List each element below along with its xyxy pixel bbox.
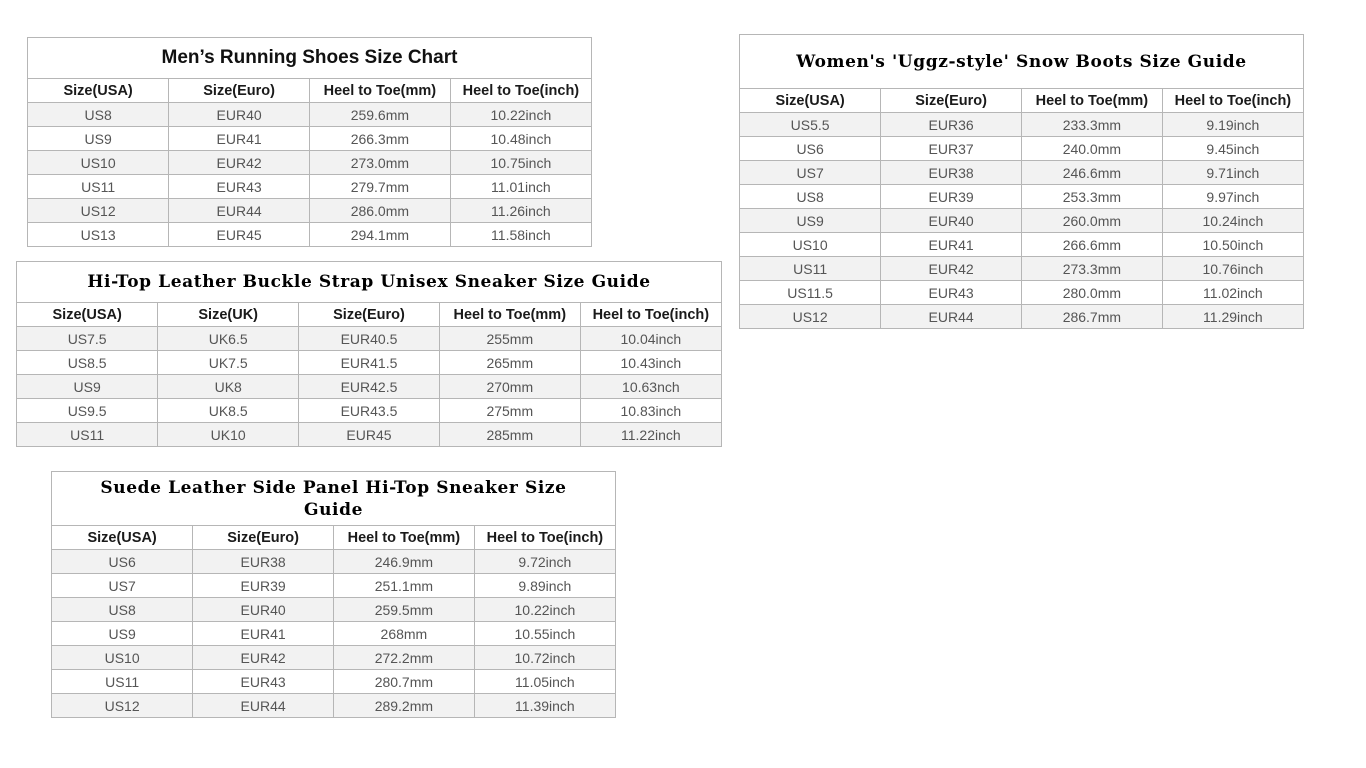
table-cell: US9 — [28, 127, 169, 151]
table-cell: EUR40.5 — [299, 327, 440, 351]
table-cell: US12 — [28, 199, 169, 223]
table-cell: 273.0mm — [310, 151, 451, 175]
table-cell: EUR45 — [169, 223, 310, 247]
table-row — [52, 694, 615, 718]
column-header: Size(Euro) — [169, 79, 310, 103]
table-cell: 255mm — [439, 327, 580, 351]
table-cell: 10.04inch — [580, 327, 721, 351]
table-cell: 11.05inch — [474, 670, 615, 694]
table-cell: US7 — [52, 574, 193, 598]
table-cell: 11.58inch — [450, 223, 591, 247]
table-cell: 240.0mm — [1022, 137, 1163, 161]
table-cell: EUR41 — [881, 233, 1022, 257]
table-cell: EUR40 — [193, 598, 334, 622]
table-cell: 233.3mm — [1022, 113, 1163, 137]
table-cell: 11.22inch — [580, 423, 721, 447]
column-header: Size(Euro) — [299, 303, 440, 327]
table-cell: US8 — [28, 103, 169, 127]
table-cell: 10.55inch — [474, 622, 615, 646]
table-cell: UK7.5 — [158, 351, 299, 375]
header-row — [52, 526, 615, 550]
table-cell: 9.45inch — [1162, 137, 1303, 161]
table-cell: 286.0mm — [310, 199, 451, 223]
table-row — [740, 185, 1303, 209]
table-cell: US11 — [740, 257, 881, 281]
table-cell: 9.72inch — [474, 550, 615, 574]
table-row — [740, 305, 1303, 329]
column-header: Heel to Toe(inch) — [450, 79, 591, 103]
table-row — [740, 161, 1303, 185]
table-row — [52, 598, 615, 622]
table-row — [52, 574, 615, 598]
table-cell: EUR41.5 — [299, 351, 440, 375]
table-row — [28, 175, 591, 199]
table-cell: US9 — [740, 209, 881, 233]
table-cell: 285mm — [439, 423, 580, 447]
table-cell: EUR42 — [169, 151, 310, 175]
table-row — [28, 151, 591, 175]
column-header: Heel to Toe(inch) — [1162, 89, 1303, 113]
table-cell: UK6.5 — [158, 327, 299, 351]
table-cell: 11.39inch — [474, 694, 615, 718]
table-cell: EUR38 — [193, 550, 334, 574]
column-header: Size(Euro) — [193, 526, 334, 550]
table-row — [52, 622, 615, 646]
table-cell: 10.48inch — [450, 127, 591, 151]
size-table — [740, 89, 1303, 328]
suede-panel-size-chart — [51, 471, 616, 718]
table-cell: EUR42.5 — [299, 375, 440, 399]
header-row — [28, 79, 591, 103]
table-cell: 279.7mm — [310, 175, 451, 199]
table-cell: US10 — [52, 646, 193, 670]
table-cell: 11.26inch — [450, 199, 591, 223]
column-header: Size(USA) — [740, 89, 881, 113]
table-cell: EUR38 — [881, 161, 1022, 185]
table-row — [740, 137, 1303, 161]
table-cell: 273.3mm — [1022, 257, 1163, 281]
table-cell: 9.97inch — [1162, 185, 1303, 209]
table-cell: 11.02inch — [1162, 281, 1303, 305]
table-cell: US9 — [17, 375, 158, 399]
table-row — [28, 127, 591, 151]
table-row — [17, 423, 721, 447]
chart-title: Suede Leather Side Panel Hi-Top Sneaker Size Guide — [52, 472, 615, 526]
table-cell: 10.75inch — [450, 151, 591, 175]
table-cell: EUR43.5 — [299, 399, 440, 423]
table-cell: US11 — [52, 670, 193, 694]
table-cell: 251.1mm — [334, 574, 475, 598]
table-cell: 289.2mm — [334, 694, 475, 718]
table-row — [740, 233, 1303, 257]
table-cell: 11.01inch — [450, 175, 591, 199]
table-cell: US7 — [740, 161, 881, 185]
table-cell: 259.6mm — [310, 103, 451, 127]
table-cell: 9.19inch — [1162, 113, 1303, 137]
table-cell: US6 — [740, 137, 881, 161]
table-cell: 10.50inch — [1162, 233, 1303, 257]
table-cell: 246.9mm — [334, 550, 475, 574]
column-header: Heel to Toe(inch) — [474, 526, 615, 550]
table-cell: 10.72inch — [474, 646, 615, 670]
table-cell: 260.0mm — [1022, 209, 1163, 233]
table-cell: EUR42 — [881, 257, 1022, 281]
table-cell: EUR39 — [881, 185, 1022, 209]
column-header: Heel to Toe(inch) — [580, 303, 721, 327]
table-cell: 9.71inch — [1162, 161, 1303, 185]
column-header: Heel to Toe(mm) — [310, 79, 451, 103]
table-row — [52, 670, 615, 694]
table-cell: EUR43 — [193, 670, 334, 694]
size-table — [17, 303, 721, 446]
column-header: Size(USA) — [52, 526, 193, 550]
table-cell: 253.3mm — [1022, 185, 1163, 209]
column-header: Size(USA) — [28, 79, 169, 103]
column-header: Heel to Toe(mm) — [439, 303, 580, 327]
table-cell: EUR44 — [881, 305, 1022, 329]
table-cell: UK10 — [158, 423, 299, 447]
table-row — [17, 375, 721, 399]
table-cell: US8 — [52, 598, 193, 622]
size-table — [52, 526, 615, 717]
table-cell: 10.22inch — [450, 103, 591, 127]
column-header: Heel to Toe(mm) — [334, 526, 475, 550]
table-cell: UK8 — [158, 375, 299, 399]
table-cell: 280.7mm — [334, 670, 475, 694]
table-cell: US5.5 — [740, 113, 881, 137]
table-cell: US7.5 — [17, 327, 158, 351]
column-header: Size(UK) — [158, 303, 299, 327]
header-row — [17, 303, 721, 327]
table-cell: 272.2mm — [334, 646, 475, 670]
table-row — [740, 281, 1303, 305]
table-cell: US11 — [17, 423, 158, 447]
chart-title: Men’s Running Shoes Size Chart — [28, 38, 591, 79]
table-row — [740, 257, 1303, 281]
column-header: Heel to Toe(mm) — [1022, 89, 1163, 113]
table-cell: 10.22inch — [474, 598, 615, 622]
table-cell: EUR39 — [193, 574, 334, 598]
table-cell: EUR45 — [299, 423, 440, 447]
table-cell: EUR41 — [193, 622, 334, 646]
table-cell: 294.1mm — [310, 223, 451, 247]
table-cell: US8 — [740, 185, 881, 209]
table-cell: EUR43 — [169, 175, 310, 199]
table-row — [28, 223, 591, 247]
table-cell: EUR40 — [881, 209, 1022, 233]
table-cell: US6 — [52, 550, 193, 574]
header-row — [740, 89, 1303, 113]
table-cell: 10.83inch — [580, 399, 721, 423]
table-cell: 286.7mm — [1022, 305, 1163, 329]
womens-snow-boots-size-chart — [739, 34, 1304, 329]
table-cell: EUR36 — [881, 113, 1022, 137]
table-cell: EUR44 — [169, 199, 310, 223]
table-cell: EUR43 — [881, 281, 1022, 305]
table-cell: US12 — [52, 694, 193, 718]
mens-running-size-chart — [27, 37, 592, 247]
table-cell: EUR44 — [193, 694, 334, 718]
table-cell: US13 — [28, 223, 169, 247]
table-cell: US10 — [740, 233, 881, 257]
table-cell: 266.6mm — [1022, 233, 1163, 257]
table-cell: 280.0mm — [1022, 281, 1163, 305]
size-table — [28, 79, 591, 246]
table-cell: 265mm — [439, 351, 580, 375]
table-row — [17, 399, 721, 423]
table-cell: 268mm — [334, 622, 475, 646]
table-row — [17, 327, 721, 351]
table-cell: EUR37 — [881, 137, 1022, 161]
table-cell: 10.76inch — [1162, 257, 1303, 281]
table-cell: US9.5 — [17, 399, 158, 423]
chart-title: Hi-Top Leather Buckle Strap Unisex Sneaker Size Guide — [17, 262, 721, 303]
table-row — [17, 351, 721, 375]
chart-title: Women's 'Uggz-style' Snow Boots Size Guide — [740, 35, 1303, 89]
table-row — [28, 103, 591, 127]
table-cell: US8.5 — [17, 351, 158, 375]
table-row — [28, 199, 591, 223]
table-row — [52, 646, 615, 670]
table-cell: 10.43inch — [580, 351, 721, 375]
table-cell: 270mm — [439, 375, 580, 399]
table-cell: EUR41 — [169, 127, 310, 151]
table-cell: 266.3mm — [310, 127, 451, 151]
table-cell: US9 — [52, 622, 193, 646]
table-cell: US10 — [28, 151, 169, 175]
table-cell: US12 — [740, 305, 881, 329]
table-cell: 10.63nch — [580, 375, 721, 399]
table-cell: US11 — [28, 175, 169, 199]
table-cell: 9.89inch — [474, 574, 615, 598]
table-cell: 275mm — [439, 399, 580, 423]
table-row — [740, 209, 1303, 233]
table-cell: 10.24inch — [1162, 209, 1303, 233]
table-row — [52, 550, 615, 574]
table-cell: US11.5 — [740, 281, 881, 305]
table-cell: 11.29inch — [1162, 305, 1303, 329]
hitop-buckle-size-chart — [16, 261, 722, 447]
table-cell: 259.5mm — [334, 598, 475, 622]
column-header: Size(USA) — [17, 303, 158, 327]
table-cell: 246.6mm — [1022, 161, 1163, 185]
table-cell: EUR40 — [169, 103, 310, 127]
table-row — [740, 113, 1303, 137]
column-header: Size(Euro) — [881, 89, 1022, 113]
table-cell: UK8.5 — [158, 399, 299, 423]
table-cell: EUR42 — [193, 646, 334, 670]
